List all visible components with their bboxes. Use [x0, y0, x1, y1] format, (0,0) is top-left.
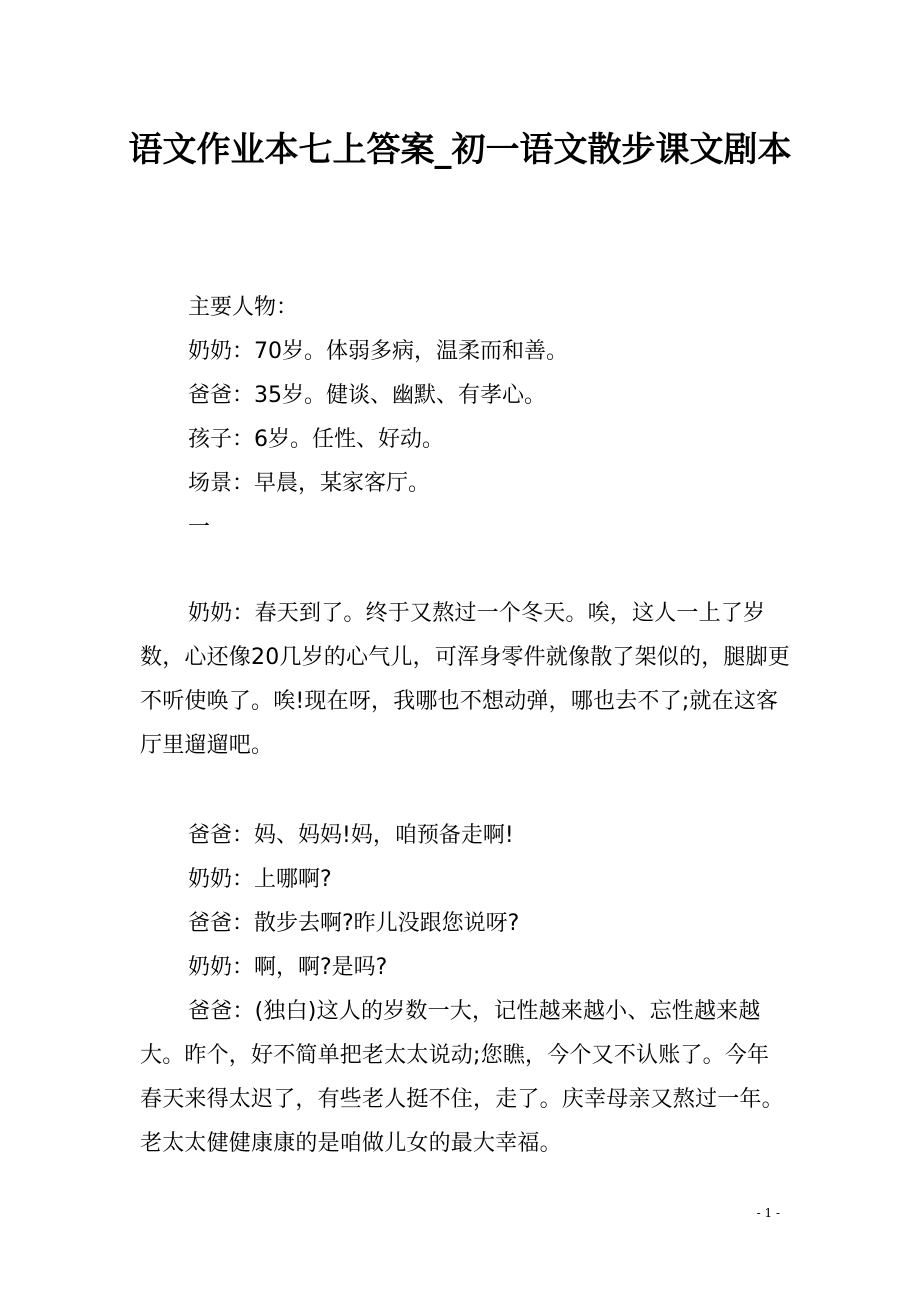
grandma-monologue: 奶奶：春天到了。终于又熬过一个冬天。唉，这人一上了岁数，心还像20几岁的心气儿，可浑身零件就像散了架似的，腿脚更不听使唤了。唉!现在呀，我哪也不想动弹，哪也去不了;就在这客厅里遛遛吧。 — [140, 601, 790, 758]
dialogue-line: 奶奶：啊，啊?是吗? — [188, 955, 388, 980]
dialogue-line: 奶奶：上哪啊? — [188, 867, 332, 892]
character-dad: 爸爸：35岁。健谈、幽默、有孝心。 — [188, 383, 546, 408]
page-number: - 1 - — [756, 1206, 780, 1220]
dad-monologue: 爸爸：(独白)这人的岁数一大，记性越来越小、忘性越来越大。昨个，好不简单把老太太说动;您瞧，今个又不认账了。今年春天来得太迟了，有些老人挺不住，走了。庆幸母亲又熬过一年。老太太健健康康的是咱做儿女的最大幸福。 — [140, 999, 784, 1156]
scene-setting: 场景：早晨，某家客厅。 — [188, 471, 431, 496]
dialogue-line: 爸爸：散步去啊?昨儿没跟您说呀? — [188, 911, 520, 936]
document-title: 语文作业本七上答案_初一语文散步课文剧本 — [128, 130, 792, 170]
scene-number: 一 — [188, 515, 211, 540]
characters-heading: 主要人物： — [188, 295, 299, 320]
character-child: 孩子：6岁。任性、好动。 — [188, 427, 444, 452]
dialogue-line: 爸爸：妈、妈妈!妈，咱预备走啊! — [188, 823, 514, 848]
character-grandma: 奶奶：70岁。体弱多病，温柔而和善。 — [188, 339, 568, 364]
